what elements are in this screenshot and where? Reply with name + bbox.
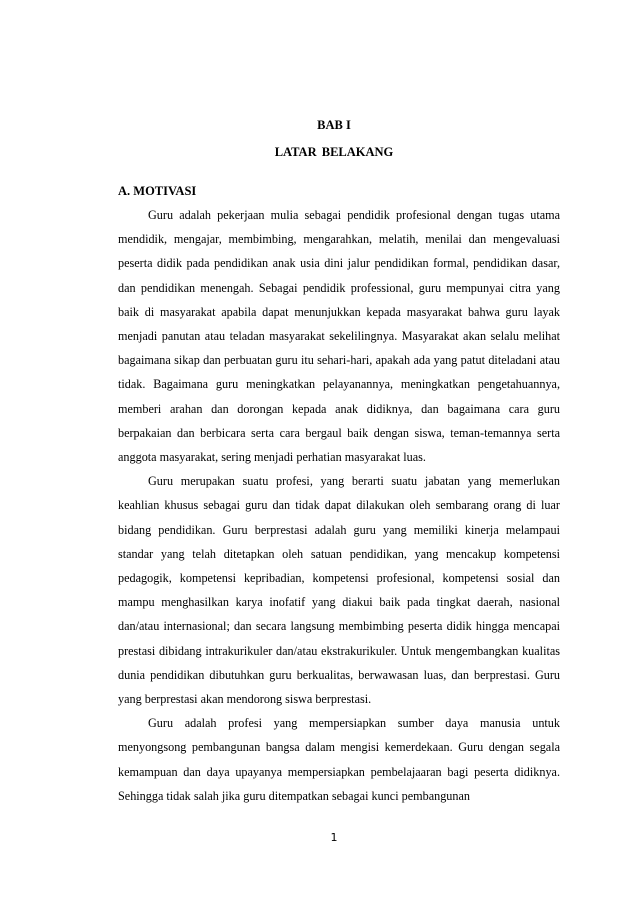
- page-number: 1: [330, 831, 338, 844]
- paragraph: Guru adalah pekerjaan mulia sebagai pendidik profesional dengan tugas utama mendidik, mengajar, membimbing, mengarahkan, melatih, menilai dan mengevaluasi peserta didik pada pendidikan anak usia dini jalur pendidikan formal, pendidikan dasar, dan pendidikan menengah. Sebagai pendidik professional, guru mempunyai citra yang baik di masyarakat apabila dapat menunjukkan kepada masyarakat bahwa guru layak menjadi panutan atau teladan masyarakat sekelilingnya. Masyarakat akan selalu melihat bagaimana sikap dan perbuatan guru itu sehari-hari, apakah ada yang patut diteladani atau tidak. Bagaimana guru meningkatkan pelayanannya, meningkatkan pengetahuannya, memberi arahan dan dorongan kepada anak didiknya, dan bagaimana cara guru berpakaian dan berbicara serta cara bergaul baik dengan siswa, teman-temannya serta anggota masyarakat, sering menjadi perhatian masyarakat luas.: [118, 208, 560, 465]
- chapter-number: BAB I: [317, 118, 351, 132]
- body-text: [118, 203, 560, 808]
- paragraph: Guru merupakan suatu profesi, yang berarti suatu jabatan yang memerlukan keahlian khusus sebagai guru dan tidak dapat dilakukan oleh sembarang orang di luar bidang pendidikan. Guru berprestasi adalah guru yang memiliki kinerja melampaui standar yang telah ditetapkan oleh satuan pendidikan, yang mencakup kompetensi pedagogik, kompetensi kepribadian, kompetensi profesional, kompetensi sosial dan mampu menghasilkan karya inofatif yang diakui baik pada tingkat daerah, nasional dan/atau internasional; dan secara langsung membimbing peserta didik hingga mencapai prestasi dibidang intrakurikuler dan/atau ekstrakurikuler. Untuk mengembangkan kualitas dunia pendidikan dibutuhkan guru berkualitas, berwawasan luas, dan berprestasi. Guru yang berprestasi akan mendorong siswa berprestasi.: [118, 474, 560, 707]
- paragraph: Guru adalah profesi yang mempersiapkan sumber daya manusia untuk menyongsong pembangunan bangsa dalam mengisi kemerdekaan. Guru dengan segala kemampuan dan daya upayanya mempersiapkan pembelajaaran bagi peserta didiknya. Sehingga tidak salah jika guru ditempatkan sebagai kunci pembangunan: [118, 716, 560, 803]
- chapter-title: LATAR BELAKANG: [274, 145, 394, 159]
- section-heading: A. MOTIVASI: [118, 184, 197, 198]
